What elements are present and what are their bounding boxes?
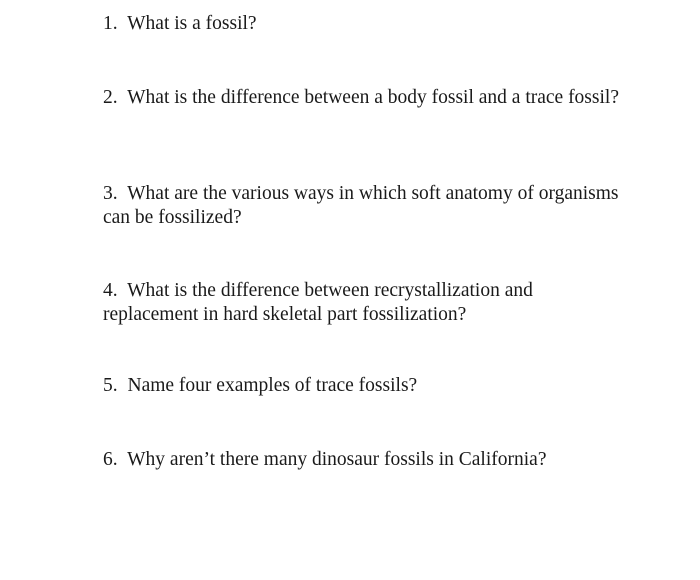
question-number: 3. — [103, 183, 118, 204]
question-number: 4. — [103, 280, 118, 301]
question-text: Why aren’t there many dinosaur fossils in California? — [127, 449, 547, 470]
question-2 — [103, 86, 623, 110]
question-number: 6. — [103, 449, 118, 470]
question-4 — [103, 279, 623, 327]
question-number: 5. — [103, 375, 118, 396]
question-6 — [103, 448, 623, 472]
question-3 — [103, 182, 623, 230]
question-number: 1. — [103, 13, 118, 34]
question-text: Name four examples of trace fossils? — [127, 375, 418, 396]
question-text: What is the difference between recrystallization and replacement in hard skeletal part fossilization? — [103, 280, 533, 325]
question-1 — [103, 12, 623, 36]
question-5 — [103, 374, 623, 398]
question-text: What are the various ways in which soft anatomy of organisms can be fossilized? — [103, 183, 619, 228]
question-text: What is a fossil? — [127, 13, 257, 34]
question-text: What is the difference between a body fossil and a trace fossil? — [127, 87, 619, 108]
question-number: 2. — [103, 87, 118, 108]
